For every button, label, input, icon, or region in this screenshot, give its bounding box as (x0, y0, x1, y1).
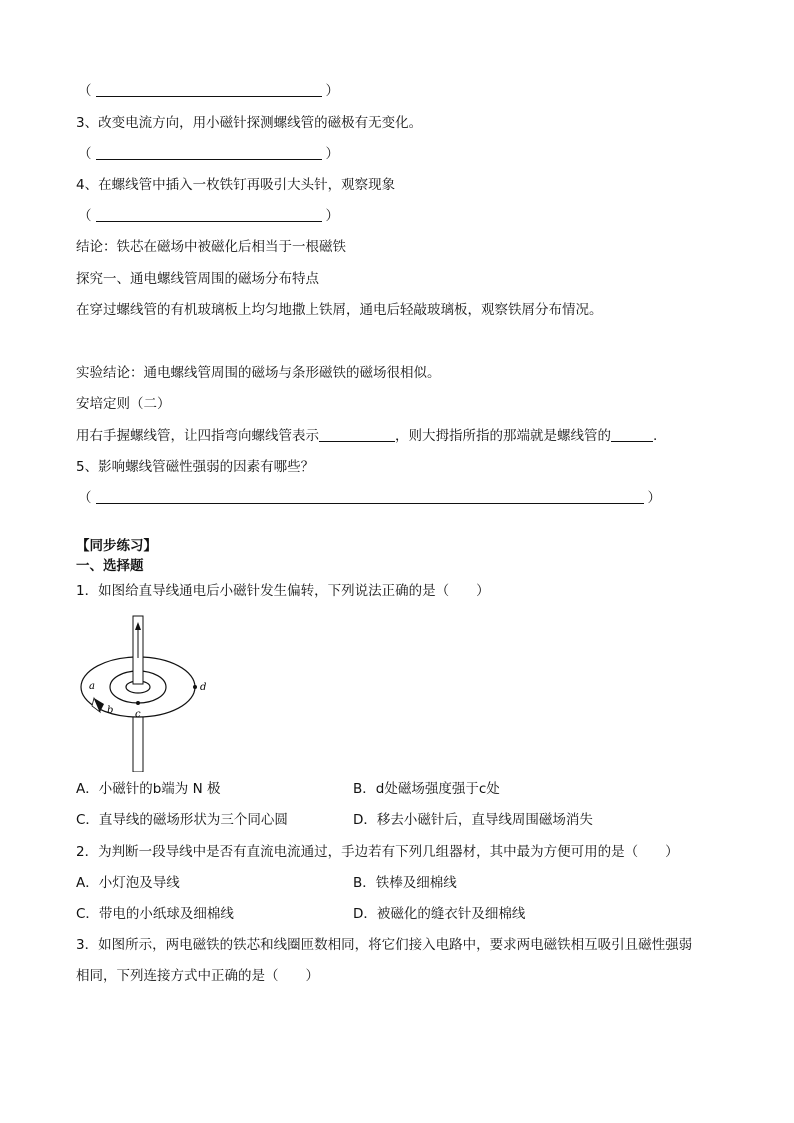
explore-title: 探究一、通电螺线管周围的磁场分布特点 (76, 271, 319, 287)
answer-blank-1[interactable] (78, 82, 339, 100)
question-4: 4、在螺线管中插入一枚铁钉再吸引大头针，观察现象 (76, 177, 396, 193)
question-5: 5、影响螺线管磁性强弱的因素有哪些？ (76, 459, 315, 475)
paren-close: ） (325, 146, 339, 162)
ampere-rule-title: 安培定则（二） (76, 396, 171, 412)
label-a: a (89, 681, 95, 692)
q1-option-d[interactable]: D．移去小磁针后，直导线周围磁场消失 (353, 812, 593, 828)
practice-header: 【同步练习】 (76, 538, 157, 554)
answer-blank-3[interactable] (78, 207, 339, 225)
fill-blank-direction[interactable] (319, 428, 395, 442)
question-3: 3、改变电流方向，用小磁针探测螺线管的磁极有无变化。 (76, 115, 423, 131)
section-title: 一、选择题 (76, 558, 144, 574)
fill-blank-pole[interactable] (611, 428, 653, 442)
label-b: b (107, 705, 114, 716)
paren-open: （ (78, 208, 92, 224)
blank-rule (96, 490, 644, 504)
rule-text-b: ，则大拇指所指的那端就是螺线管的 (395, 428, 611, 444)
q1-option-a[interactable]: A．小磁针的b端为 N 极 (76, 781, 221, 797)
answer-blank-4[interactable] (78, 489, 661, 507)
practice-q2-stem: 2．为判断一段导线中是否有直流电流通过，手边若有下列几组器材，其中最为方便可用的是（ ） (76, 844, 679, 860)
q2-option-d[interactable]: D．被磁化的缝衣针及细棉线 (353, 906, 526, 922)
label-d: d (200, 682, 207, 693)
conclusion: 结论：铁芯在磁场中被磁化后相当于一根磁铁 (76, 239, 346, 255)
point-d (193, 685, 197, 689)
experiment-conclusion: 实验结论：通电螺线管周围的磁场与条形磁铁的磁场很相似。 (76, 365, 441, 381)
answer-blank-2[interactable] (78, 145, 339, 163)
rule-text-c: . (653, 428, 658, 444)
q1-option-c[interactable]: C．直导线的磁场形状为三个同心圆 (76, 812, 288, 828)
label-c: c (135, 709, 141, 720)
practice-q3-stem-line1: 3．如图所示，两电磁铁的铁芯和线圈匝数相同，将它们接入电路中，要求两电磁铁相互吸引且磁性强弱 (76, 937, 693, 953)
blank-rule (96, 83, 322, 97)
ampere-rule-text (76, 427, 657, 445)
q2-option-a[interactable]: A．小灯泡及导线 (76, 875, 180, 891)
explore-text: 在穿过螺线管的有机玻璃板上均匀地撒上铁屑，通电后轻敲玻璃板，观察铁屑分布情况。 (76, 302, 603, 318)
practice-q1-stem: 1．如图给直导线通电后小磁针发生偏转，下列说法正确的是（ ） (76, 583, 490, 599)
q1-option-b[interactable]: B．d处磁场强度强于c处 (353, 781, 500, 797)
blank-rule (96, 208, 322, 222)
paren-close: ） (647, 490, 661, 506)
practice-q3-stem-line2: 相同，下列连接方式中正确的是（ ） (76, 968, 319, 984)
wire-compass-figure (80, 612, 220, 772)
q2-option-b[interactable]: B．铁棒及细棉线 (353, 875, 457, 891)
paren-open: （ (78, 490, 92, 506)
paren-close: ） (325, 208, 339, 224)
blank-rule (96, 146, 322, 160)
rule-text-a: 用右手握螺线管，让四指弯向螺线管表示 (76, 428, 319, 444)
paren-open: （ (78, 83, 92, 99)
paren-open: （ (78, 146, 92, 162)
paren-close: ） (325, 83, 339, 99)
q2-option-c[interactable]: C．带电的小纸球及细棉线 (76, 906, 234, 922)
point-c (136, 701, 140, 705)
